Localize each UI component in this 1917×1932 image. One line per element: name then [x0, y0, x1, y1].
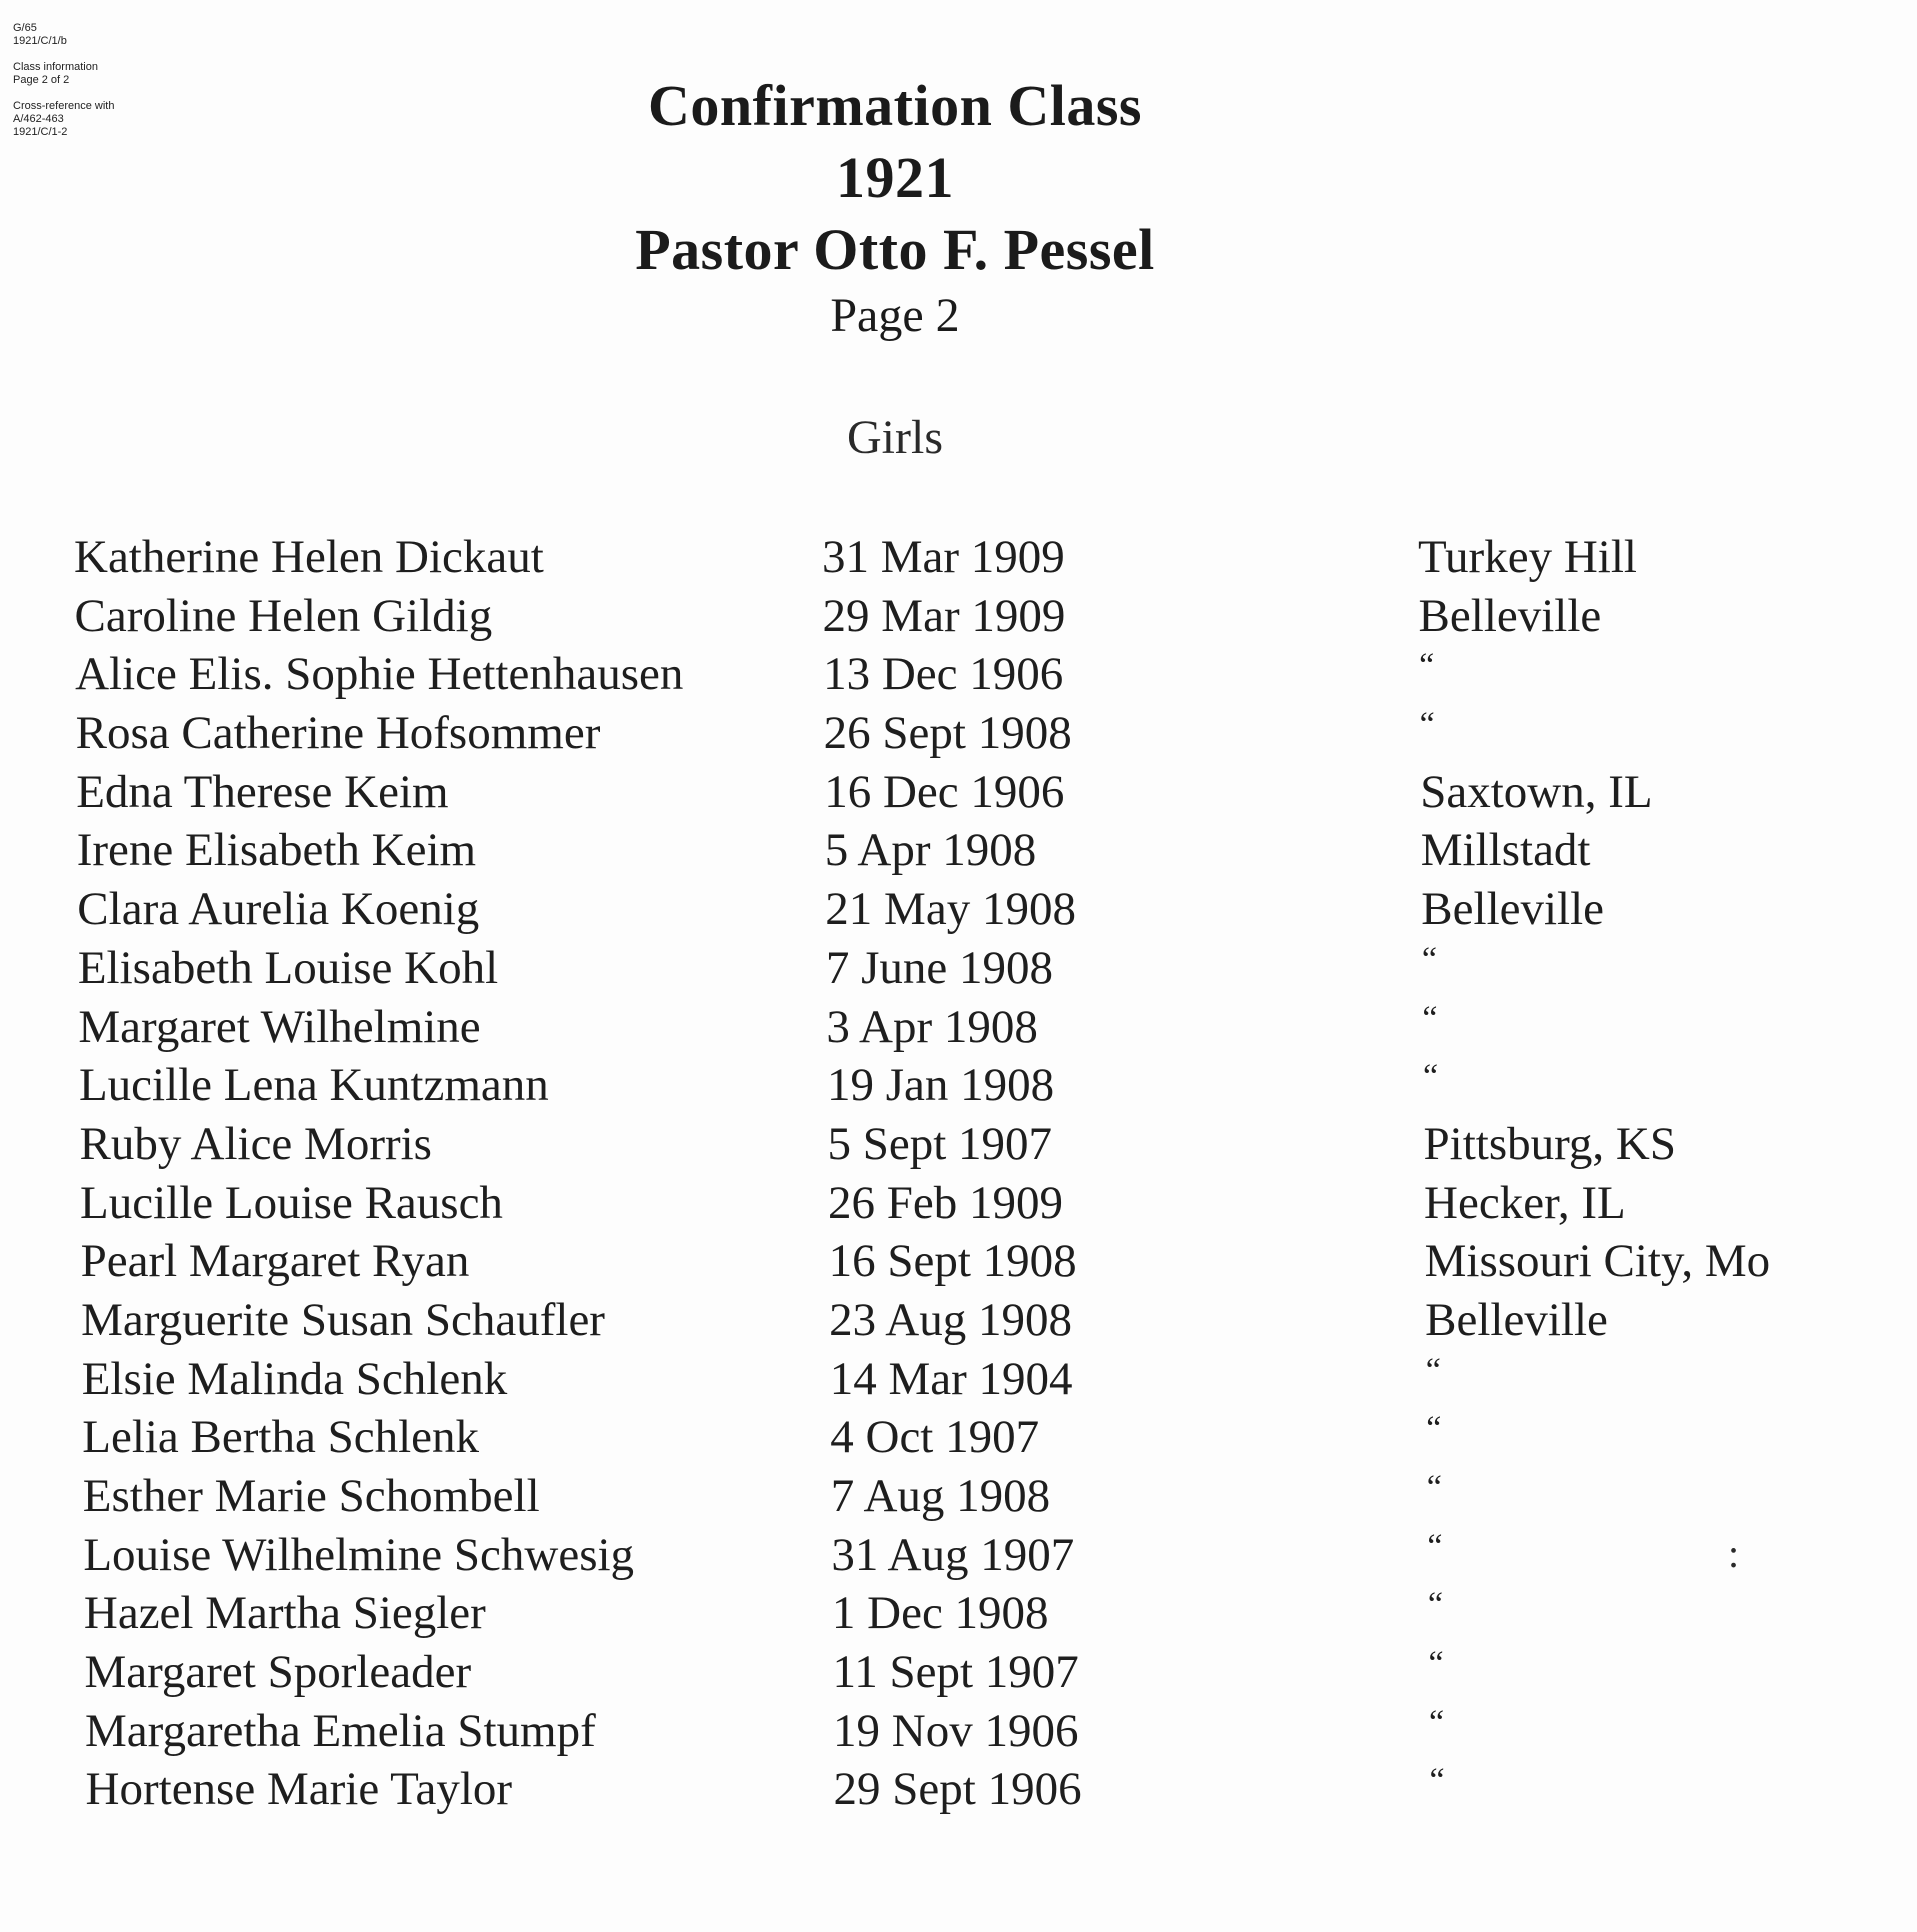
- student-name: Elsie Malinda Schlenk: [81, 1352, 508, 1405]
- student-name: Lucille Lena Kuntzmann: [78, 1059, 549, 1112]
- roster-row: [84, 1643, 1844, 1702]
- roster-row: [80, 1115, 1840, 1174]
- birth-date: 13 Dec 1906: [823, 648, 1064, 701]
- archive-ref: G/65: [13, 22, 37, 34]
- ditto-mark: “: [1421, 940, 1437, 978]
- ditto-mark: “: [1426, 1410, 1442, 1448]
- ditto-mark: “: [1422, 1058, 1439, 1096]
- student-name: Elisabeth Louise Kohl: [77, 941, 499, 994]
- birth-date: 29 Mar 1909: [822, 589, 1066, 642]
- roster-row: [82, 1408, 1842, 1467]
- roster-row: [84, 1584, 1844, 1643]
- ditto-mark: “: [1426, 1469, 1442, 1506]
- cross-ref-2: 1921/C/1-2: [13, 126, 68, 138]
- birth-date: 19 Jan 1908: [826, 1059, 1055, 1112]
- archive-page-of: Page 2 of 2: [13, 74, 70, 86]
- birth-place: Missouri City, Mo: [1424, 1235, 1771, 1288]
- roster-row: [83, 1526, 1843, 1585]
- student-name: Louise Wilhelmine Schwesig: [83, 1528, 635, 1581]
- document-year: 1921: [836, 145, 954, 210]
- student-name: Margaretha Emelia Stumpf: [85, 1704, 596, 1757]
- birth-date: 7 Aug 1908: [830, 1470, 1051, 1522]
- archive-info: Class information: [13, 61, 98, 73]
- birth-date: 19 Nov 1906: [833, 1704, 1079, 1757]
- student-name: Hortense Marie Taylor: [85, 1763, 513, 1816]
- roster-row: [75, 645, 1835, 704]
- birth-date: 21 May 1908: [825, 883, 1076, 936]
- student-name: Margaret Sporleader: [84, 1646, 472, 1699]
- ditto-mark: “: [1419, 647, 1435, 685]
- birth-place: Pittsburg, KS: [1423, 1117, 1676, 1170]
- ditto-mark: “: [1429, 1703, 1445, 1741]
- document-page: Page 2: [830, 289, 960, 342]
- student-name: Lucille Louise Rausch: [80, 1176, 503, 1229]
- student-name: Rosa Catherine Hofsommer: [75, 707, 601, 760]
- roster-row: [75, 587, 1835, 646]
- birth-date: 26 Feb 1909: [828, 1176, 1064, 1229]
- roster-row: [86, 1760, 1846, 1819]
- birth-date: 26 Sept 1908: [823, 707, 1072, 760]
- document-heading: [0, 70, 1790, 346]
- ditto-mark: “: [1425, 1351, 1441, 1389]
- student-name: Hazel Martha Siegler: [83, 1587, 486, 1640]
- student-name: Caroline Helen Gildig: [74, 589, 493, 642]
- section-label-girls: Girls: [847, 411, 943, 464]
- birth-place: Belleville: [1421, 883, 1605, 936]
- birth-date: 4 Oct 1907: [830, 1411, 1040, 1464]
- birth-date: 31 Aug 1907: [831, 1528, 1075, 1581]
- ditto-mark: “: [1429, 1762, 1445, 1800]
- stray-mark: :: [1728, 1531, 1740, 1576]
- roster-row: [85, 1702, 1845, 1761]
- student-name: Clara Aurelia Koenig: [77, 883, 480, 936]
- student-name: Esther Marie Schombell: [82, 1470, 540, 1522]
- roster-row: [77, 821, 1837, 880]
- birth-date: 11 Sept 1907: [832, 1646, 1079, 1699]
- birth-date: 23 Aug 1908: [829, 1293, 1072, 1346]
- birth-place: Turkey Hill: [1418, 531, 1637, 583]
- ditto-mark: “: [1427, 1527, 1443, 1565]
- birth-date: 3 Apr 1908: [826, 1000, 1038, 1053]
- student-name: Marguerite Susan Schaufler: [81, 1293, 605, 1346]
- student-name: Lelia Bertha Schlenk: [82, 1411, 479, 1464]
- student-name: Margaret Wilhelmine: [78, 1000, 481, 1053]
- birth-place: Hecker, IL: [1424, 1176, 1626, 1229]
- birth-date: 7 June 1908: [825, 941, 1053, 994]
- roster-row: [81, 1232, 1841, 1291]
- ditto-mark: “: [1427, 1586, 1443, 1624]
- birth-date: 1 Dec 1908: [831, 1587, 1049, 1640]
- roster-row: [79, 1056, 1839, 1115]
- roster-row: [76, 704, 1836, 763]
- document-title: Confirmation Class: [648, 73, 1142, 138]
- roster-row: [82, 1350, 1842, 1409]
- roster-row: [80, 1174, 1840, 1233]
- ditto-mark: “: [1428, 1645, 1444, 1683]
- roster-row: [76, 763, 1836, 822]
- birth-place: Saxtown, IL: [1420, 765, 1653, 818]
- birth-date: 31 Mar 1909: [822, 531, 1065, 583]
- roster-row: [81, 1291, 1841, 1350]
- birth-place: Belleville: [1418, 589, 1602, 642]
- student-name: Alice Elis. Sophie Hettenhausen: [75, 648, 684, 701]
- birth-date: 16 Sept 1908: [828, 1235, 1077, 1288]
- birth-date: 5 Apr 1908: [824, 824, 1037, 877]
- roster-list: [74, 528, 1834, 1819]
- roster-row: [77, 880, 1837, 939]
- student-name: Pearl Margaret Ryan: [80, 1235, 470, 1288]
- cross-ref-1: A/462-463: [13, 113, 64, 125]
- birth-date: 29 Sept 1906: [833, 1763, 1082, 1816]
- birth-place: Millstadt: [1420, 824, 1591, 877]
- document-pastor: Pastor Otto F. Pessel: [635, 217, 1155, 282]
- roster-row: [78, 998, 1838, 1057]
- ditto-mark: “: [1419, 706, 1435, 744]
- student-name: Irene Elisabeth Keim: [76, 824, 477, 877]
- student-name: Edna Therese Keim: [76, 765, 449, 818]
- birth-place: Belleville: [1425, 1293, 1608, 1346]
- student-name: Ruby Alice Morris: [79, 1117, 432, 1170]
- roster-row: [83, 1467, 1843, 1526]
- ditto-mark: “: [1422, 999, 1438, 1037]
- birth-date: 14 Mar 1904: [829, 1352, 1073, 1405]
- student-name: Katherine Helen Dickaut: [74, 531, 544, 583]
- roster-row: [78, 939, 1838, 998]
- birth-date: 16 Dec 1906: [824, 765, 1065, 818]
- roster-row: [74, 528, 1834, 587]
- cross-ref-label: Cross-reference with: [13, 100, 115, 112]
- birth-date: 5 Sept 1907: [827, 1117, 1053, 1170]
- archive-code: 1921/C/1/b: [13, 35, 67, 47]
